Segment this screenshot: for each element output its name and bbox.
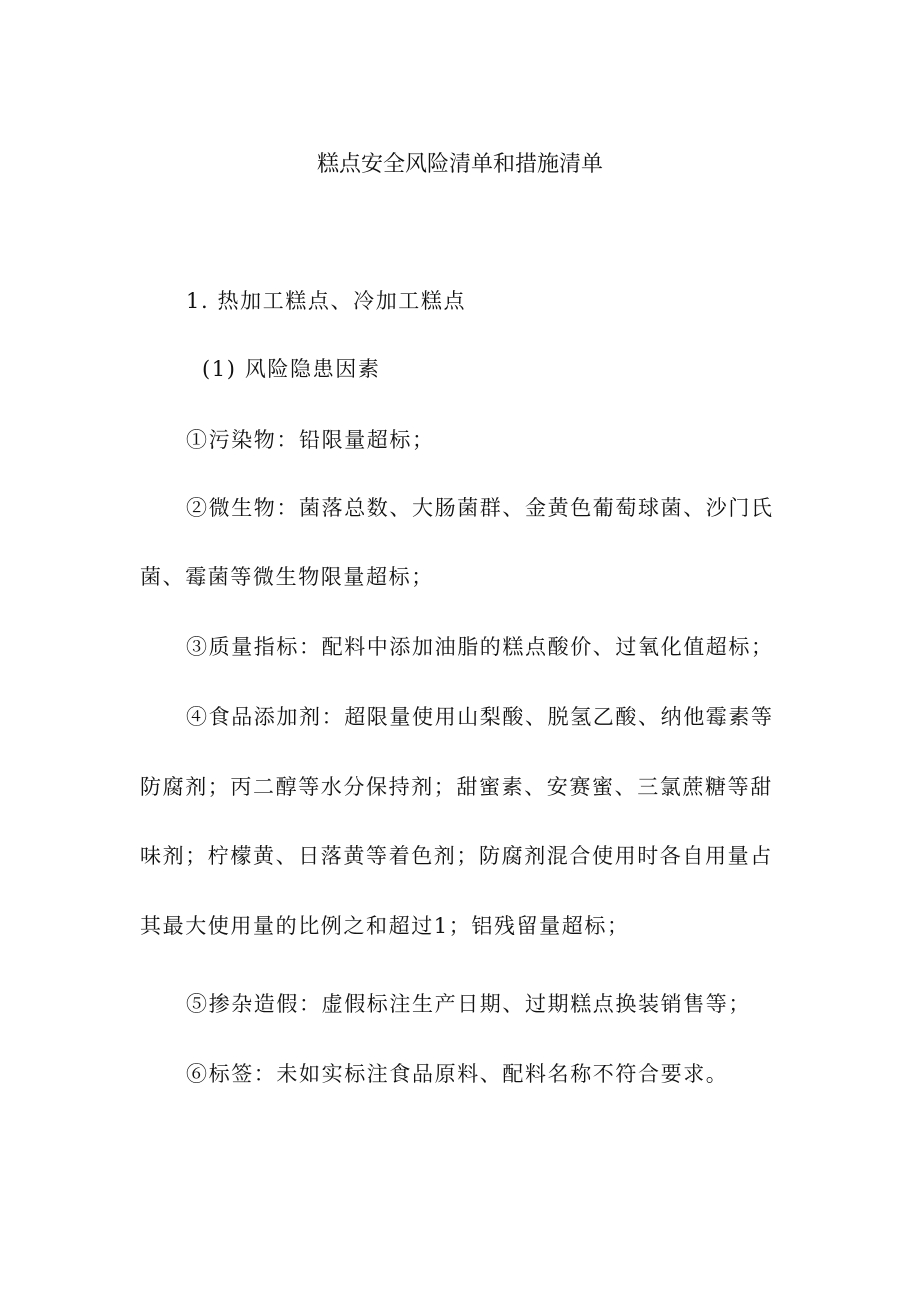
paragraph-line: 防腐剂；丙二醇等水分保持剂；甜蜜素、安赛蜜、三氯蔗糖等甜 xyxy=(140,775,773,799)
paragraph-line: 菌、霉菌等微生物限量超标； xyxy=(140,565,434,589)
paragraph-line: ①污染物：铅限量超标； xyxy=(186,428,435,452)
paragraph-line: ②微生物：菌落总数、大肠菌群、金黄色葡萄球菌、沙门氏 xyxy=(186,496,774,520)
document-title: 糕点安全风险清单和措施清单 xyxy=(316,152,603,177)
paragraph-line: ④食品添加剂：超限量使用山梨酸、脱氢乙酸、纳他霉素等 xyxy=(186,705,774,729)
paragraph-line: 味剂；柠檬黄、日落黄等着色剂；防腐剂混合使用时各自用量占 xyxy=(140,844,773,868)
paragraph-line: 其最大使用量的比例之和超过1；铝残留量超标； xyxy=(140,914,630,938)
paragraph-line: ⑤掺杂造假：虚假标注生产日期、过期糕点换装销售等； xyxy=(186,992,751,1016)
paragraph-line: ③质量指标：配料中添加油脂的糕点酸价、过氧化值超标； xyxy=(186,635,774,659)
subsection-heading: (1) 风险隐患因素 xyxy=(202,357,381,381)
paragraph-line: ⑥标签：未如实标注食品原料、配料名称不符合要求。 xyxy=(186,1062,729,1086)
section-heading: 1. 热加工糕点、冷加工糕点 xyxy=(186,289,467,313)
